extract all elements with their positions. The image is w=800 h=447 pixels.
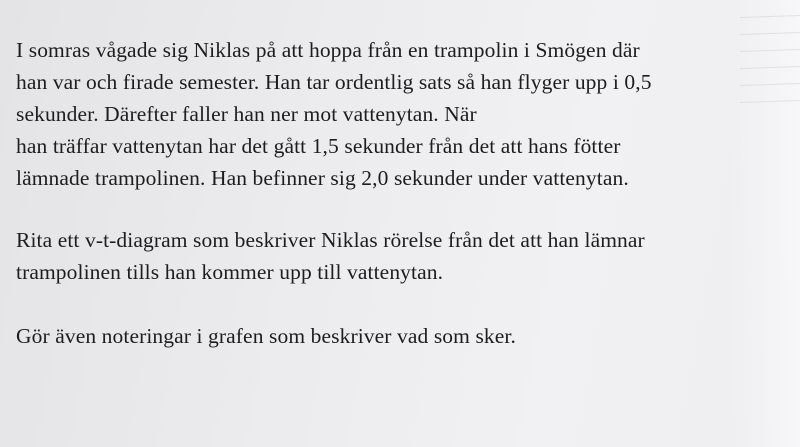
text-line: lämnade trampolinen. Han befinner sig 2,0 sekunder under vattenytan. (16, 166, 629, 190)
text-line: sekunder. Därefter faller han ner mot vattenytan. När (16, 102, 477, 126)
text-line: han träffar vattenytan har det gått 1,5 sekunder från det att hans fötter (16, 134, 621, 158)
problem-description-paragraph (16, 34, 776, 194)
text-line: trampolinen tills han kommer upp till vattenytan. (16, 260, 444, 284)
problem-text (16, 34, 776, 352)
text-line: I somras vågade sig Niklas på att hoppa från en trampolin i Smögen där (16, 38, 640, 62)
text-line: Gör även noteringar i grafen som beskriver vad som sker. (16, 324, 516, 348)
task-instruction-paragraph (16, 224, 776, 288)
text-line: Rita ett v-t-diagram som beskriver Niklas rörelse från det att han lämnar (16, 228, 645, 252)
notes-instruction-paragraph (16, 320, 776, 352)
paragraph-spacer (16, 288, 776, 320)
paragraph-spacer (16, 194, 776, 224)
text-line: han var och firade semester. Han tar ordentlig sats så han flyger upp i 0,5 (16, 70, 652, 94)
